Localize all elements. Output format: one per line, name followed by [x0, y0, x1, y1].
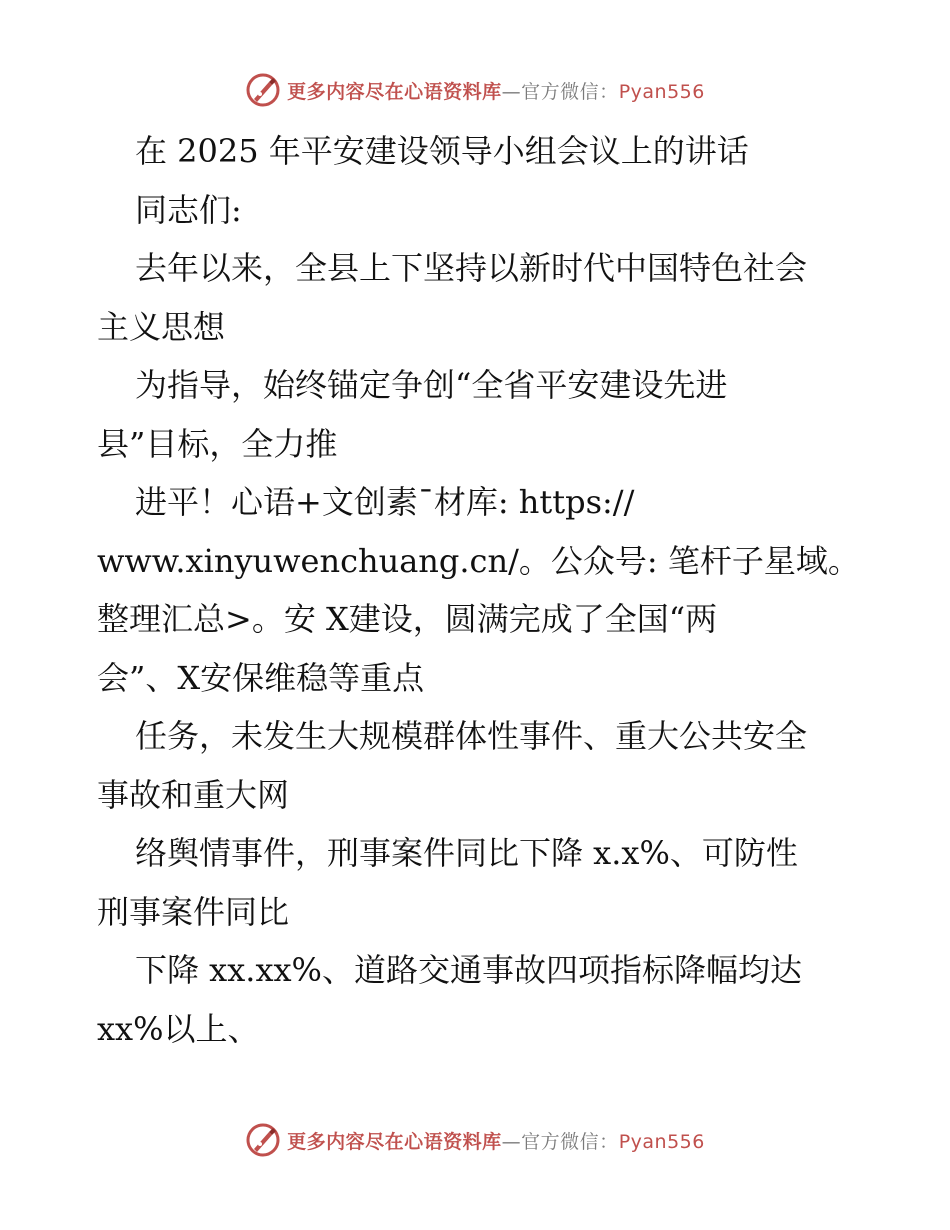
watermark-main-text: 更多内容尽在心语资料库 [287, 1130, 502, 1153]
document-line: xx%以上、 [97, 1009, 260, 1048]
document-line: 下降 xx.xx%、道路交通事故四项指标降幅均达 [135, 951, 802, 989]
document-line: 主义思想 [97, 307, 226, 346]
document-line: 县”目标，全力推 [97, 424, 338, 463]
watermark-wechat-label: 官方微信： [521, 1130, 619, 1153]
watermark-main-text: 更多内容尽在心语资料库 [287, 80, 502, 103]
document-line: 为指导，始终锚定争创“全省平安建设先进 [135, 366, 728, 404]
pen-logo-icon [245, 1122, 281, 1158]
document-line: 事故和重大网 [97, 775, 290, 814]
document-line: 去年以来，全县上下坚持以新时代中国特色社会 [135, 249, 808, 287]
document-line: 任务，未发生大规模群体性事件、重大公共安全 [135, 717, 808, 755]
watermark-wechat-id: Pyan556 [618, 80, 705, 103]
document-line: 络舆情事件，刑事案件同比下降 x.x%、可防性 [135, 834, 798, 872]
footer-watermark-banner [0, 1120, 950, 1160]
watermark-text [287, 77, 705, 104]
watermark-wechat-label: 官方微信： [521, 80, 619, 103]
document-line: 整理汇总>。安 X建设，圆满完成了全国“两 [97, 600, 718, 638]
watermark-dash: — [501, 1130, 522, 1153]
watermark-dash: — [501, 80, 522, 103]
document-line: 进平！心语+文创素¯材库: https:// [135, 483, 635, 521]
document-line: 同志们: [135, 190, 242, 229]
document-line: 刑事案件同比 [97, 892, 290, 931]
watermark-wechat-id: Pyan556 [618, 1130, 705, 1153]
document-line: www.xinyuwenchuang.cn/。公众号: 笔杆子星域。 [97, 541, 860, 580]
watermark-text [287, 1127, 705, 1154]
document-body [97, 122, 867, 1058]
header-watermark-banner [0, 70, 950, 110]
pen-logo-icon [245, 72, 281, 108]
document-line: 在 2025 年平安建设领导小组会议上的讲话 [135, 132, 749, 170]
document-line: 会”、X安保维稳等重点 [97, 658, 425, 697]
